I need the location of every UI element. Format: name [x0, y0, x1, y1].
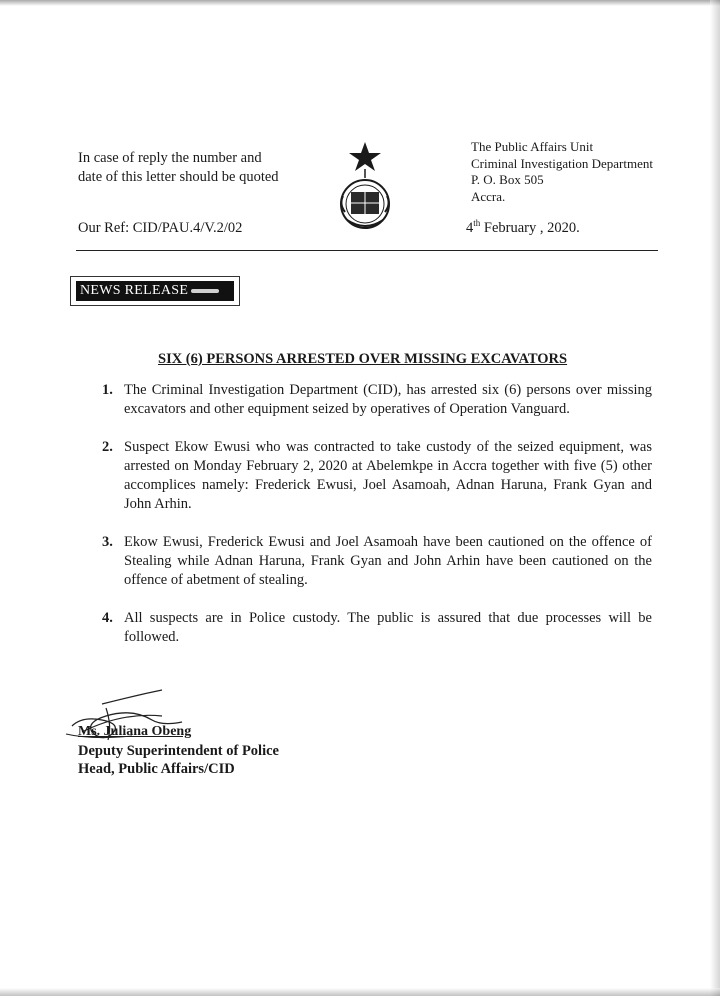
- signatory-name: Ms. Juliana Obeng: [78, 724, 192, 739]
- our-reference: Our Ref: CID/PAU.4/V.2/02: [78, 220, 243, 236]
- list-item: [96, 381, 652, 419]
- date-day: 4: [466, 219, 474, 236]
- item-text: All suspects are in Police custody. The public is assured that due processes will be followed.: [124, 610, 652, 645]
- coat-of-arms-emblem-icon: [337, 140, 393, 236]
- address-line: Accra.: [471, 188, 506, 204]
- release-items-list: [96, 381, 652, 666]
- list-item: [96, 533, 652, 590]
- signatory-rank: Deputy Superintendent of Police: [78, 743, 279, 759]
- item-number: 3.: [102, 534, 113, 550]
- letter-date: [466, 218, 580, 237]
- header-divider: [76, 250, 658, 251]
- reply-note-line1: In case of reply the number and: [78, 150, 262, 166]
- item-text: The Criminal Investigation Department (CID), has arrested six (6) persons over missing excavators and other equipment seized by operatives of Operation Vanguard.: [124, 382, 652, 417]
- scan-shadow-right: [710, 0, 720, 996]
- arrow-flourish-icon: [191, 289, 219, 293]
- release-title: SIX (6) PERSONS ARRESTED OVER MISSING EXCAVATORS: [158, 351, 568, 367]
- item-number: 1.: [102, 382, 113, 398]
- signatory-position: Head, Public Affairs/CID: [78, 761, 235, 777]
- reply-note: [78, 149, 298, 187]
- news-release-badge: [70, 276, 240, 306]
- list-item: [96, 609, 652, 647]
- item-number: 4.: [102, 610, 113, 626]
- item-text: Ekow Ewusi, Frederick Ewusi and Joel Asamoah have been cautioned on the offence of Stealing while Adnan Haruna, Frank Gyan and John Arhin have been cautioned on the offence of abetment of stealing.: [124, 534, 652, 588]
- address-line: The Public Affairs Unit: [471, 139, 594, 154]
- item-text: Suspect Ekow Ewusi who was contracted to take custody of the seized equipment, was arrested on Monday February 2, 2020 at Abelemkpe in Accra together with five (5) other accomplices namely: Frederick Ewusi, Joel Asamoah, Adnan Haruna, Frank Gyan and John Arhin.: [124, 439, 652, 512]
- reply-note-line2: date of this letter should be quoted: [78, 169, 279, 185]
- scan-shadow-top: [0, 0, 720, 6]
- news-release-label-box: [76, 281, 234, 301]
- scan-shadow-bottom: [0, 988, 720, 996]
- list-item: [96, 438, 652, 514]
- address-line: Criminal Investigation Department: [471, 155, 653, 171]
- date-rest: February , 2020.: [480, 219, 580, 236]
- address-line: P. O. Box 505: [471, 172, 544, 187]
- signatory-title: [78, 742, 279, 778]
- sender-address: [471, 139, 653, 205]
- date-suffix: th: [473, 218, 481, 228]
- item-number: 2.: [102, 439, 113, 455]
- news-release-label: NEWS RELEASE: [80, 283, 189, 298]
